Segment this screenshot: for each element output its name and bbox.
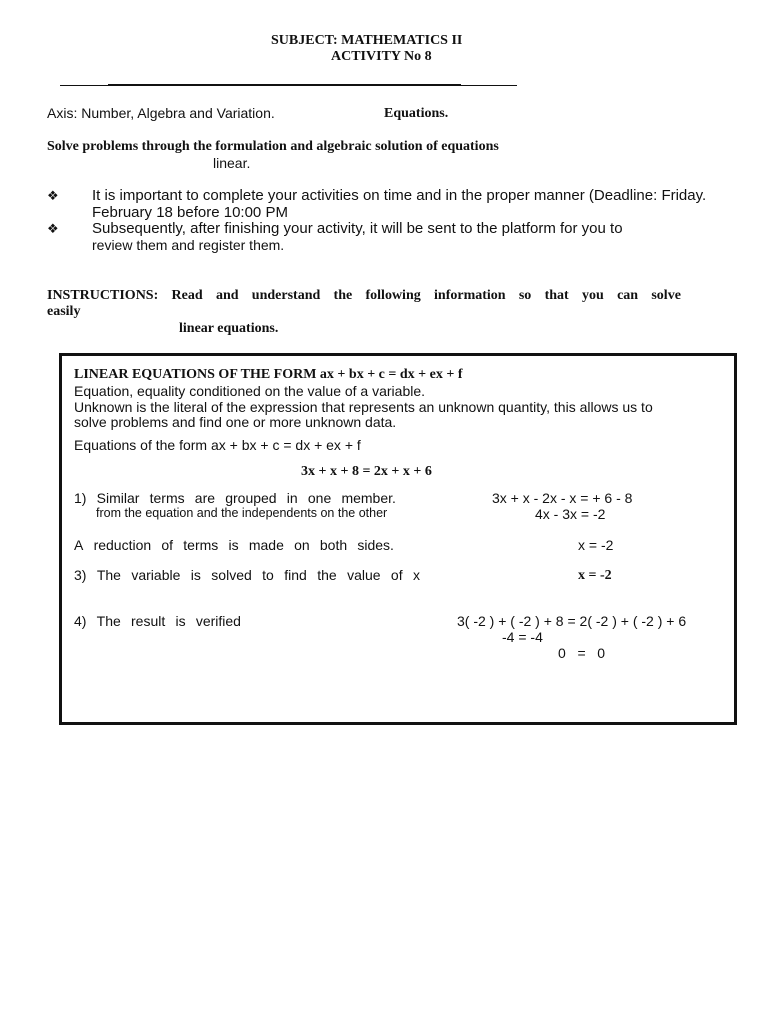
step-word: to [262,567,274,583]
step-word: both [319,537,348,553]
step-1-line-1 [74,490,396,506]
step-3-line [74,567,420,583]
step-2-equation: x = -2 [578,537,614,553]
instructions-line-1 [47,288,681,304]
step-word: variable [131,567,181,583]
subject-title: SUBJECT: MATHEMATICS II [271,33,463,48]
step-word: The [96,613,121,629]
step-4-equation-3: 0 = 0 [558,645,606,661]
step-3-equation: x = -2 [578,568,612,583]
step-number: 4) [74,613,87,629]
step-word: the [317,567,337,583]
instructions-word: Read [171,288,203,303]
instructions-word: the [333,288,353,303]
header-rule-bold [108,84,461,86]
bullet-1-line-2: February 18 before 10:00 PM [92,204,288,221]
step-1-equation-1: 3x + x - 2x - x = + 6 - 8 [492,490,633,506]
step-4-line [74,613,241,629]
step-2-line [74,537,394,553]
step-number: 3) [74,567,87,583]
instructions-line-3: linear equations. [179,321,279,336]
step-word: are [194,490,216,506]
instructions-word: you [582,288,604,303]
step-word: sides. [357,537,394,553]
objective-line-1: Solve problems through the formulation and algebraic solution of equations [47,139,499,154]
bullet-2-line-1: Subsequently, after finishing your activity, it will be sent to the platform for you to [92,220,623,237]
step-word: reduction [93,537,152,553]
definition-line-1: Equation, equality conditioned on the value of a variable. [74,383,426,399]
instructions-word: that [544,288,569,303]
step-number: 1) [74,490,87,506]
instructions-word: understand [251,288,321,303]
bullet-2-line-2: review them and register them. [92,237,285,253]
step-word: result [131,613,166,629]
step-word: one [307,490,332,506]
bullet-icon: ❖ [47,189,59,204]
step-word: find [284,567,307,583]
step-word: in [286,490,298,506]
instructions-word: solve [651,288,681,303]
instructions-line-2: easily [47,304,81,319]
definition-line-3: solve problems and find one or more unknown data. [74,414,397,430]
instructions-word: following [365,288,421,303]
step-word: is [175,613,186,629]
definition-line-2: Unknown is the literal of the expression that represents an unknown quantity, this allows us to [74,399,653,415]
step-word: Similar [96,490,140,506]
step-word: made [248,537,284,553]
step-word: The [96,567,121,583]
step-word: terms [183,537,219,553]
step-word: value [347,567,381,583]
axis-topic: Equations. [384,106,449,121]
box-title: LINEAR EQUATIONS OF THE FORM ax + bx + c = dx + ex + f [74,367,463,382]
instructions-word: information [434,288,506,303]
step-word: verified [195,613,241,629]
axis-label: Axis: Number, Algebra and Variation. [47,105,275,121]
activity-title: ACTIVITY No 8 [331,49,432,64]
step-word: of [161,537,174,553]
step-word: member. [341,490,396,506]
step-word: A [74,537,84,553]
step-word: is [190,567,201,583]
step-word: is [228,537,239,553]
step-4-equation-2: -4 = -4 [502,629,543,645]
instructions-word: can [617,288,639,303]
step-1-equation-2: 4x - 3x = -2 [535,506,606,522]
step-word: of [390,567,403,583]
step-word: terms [149,490,185,506]
instructions-word: and [215,288,239,303]
step-word: solved [211,567,252,583]
step-word: x [413,567,420,583]
example-equation: 3x + x + 8 = 2x + x + 6 [301,464,432,479]
bullet-icon: ❖ [47,222,59,237]
step-4-equation-1: 3( -2 ) + ( -2 ) + 8 = 2( -2 ) + ( -2 ) + 6 [457,613,687,629]
step-word: grouped [225,490,277,506]
bullet-1-line-1: It is important to complete your activities on time and in the proper manner (Deadline: Friday. [92,187,707,204]
instructions-word: so [518,288,532,303]
step-1-line-2: from the equation and the independents on the other [96,506,388,520]
instructions-label: INSTRUCTIONS: [47,288,159,303]
step-word: on [294,537,310,553]
objective-line-2: linear. [213,155,251,171]
form-line: Equations of the form ax + bx + c = dx + ex + f [74,437,361,453]
